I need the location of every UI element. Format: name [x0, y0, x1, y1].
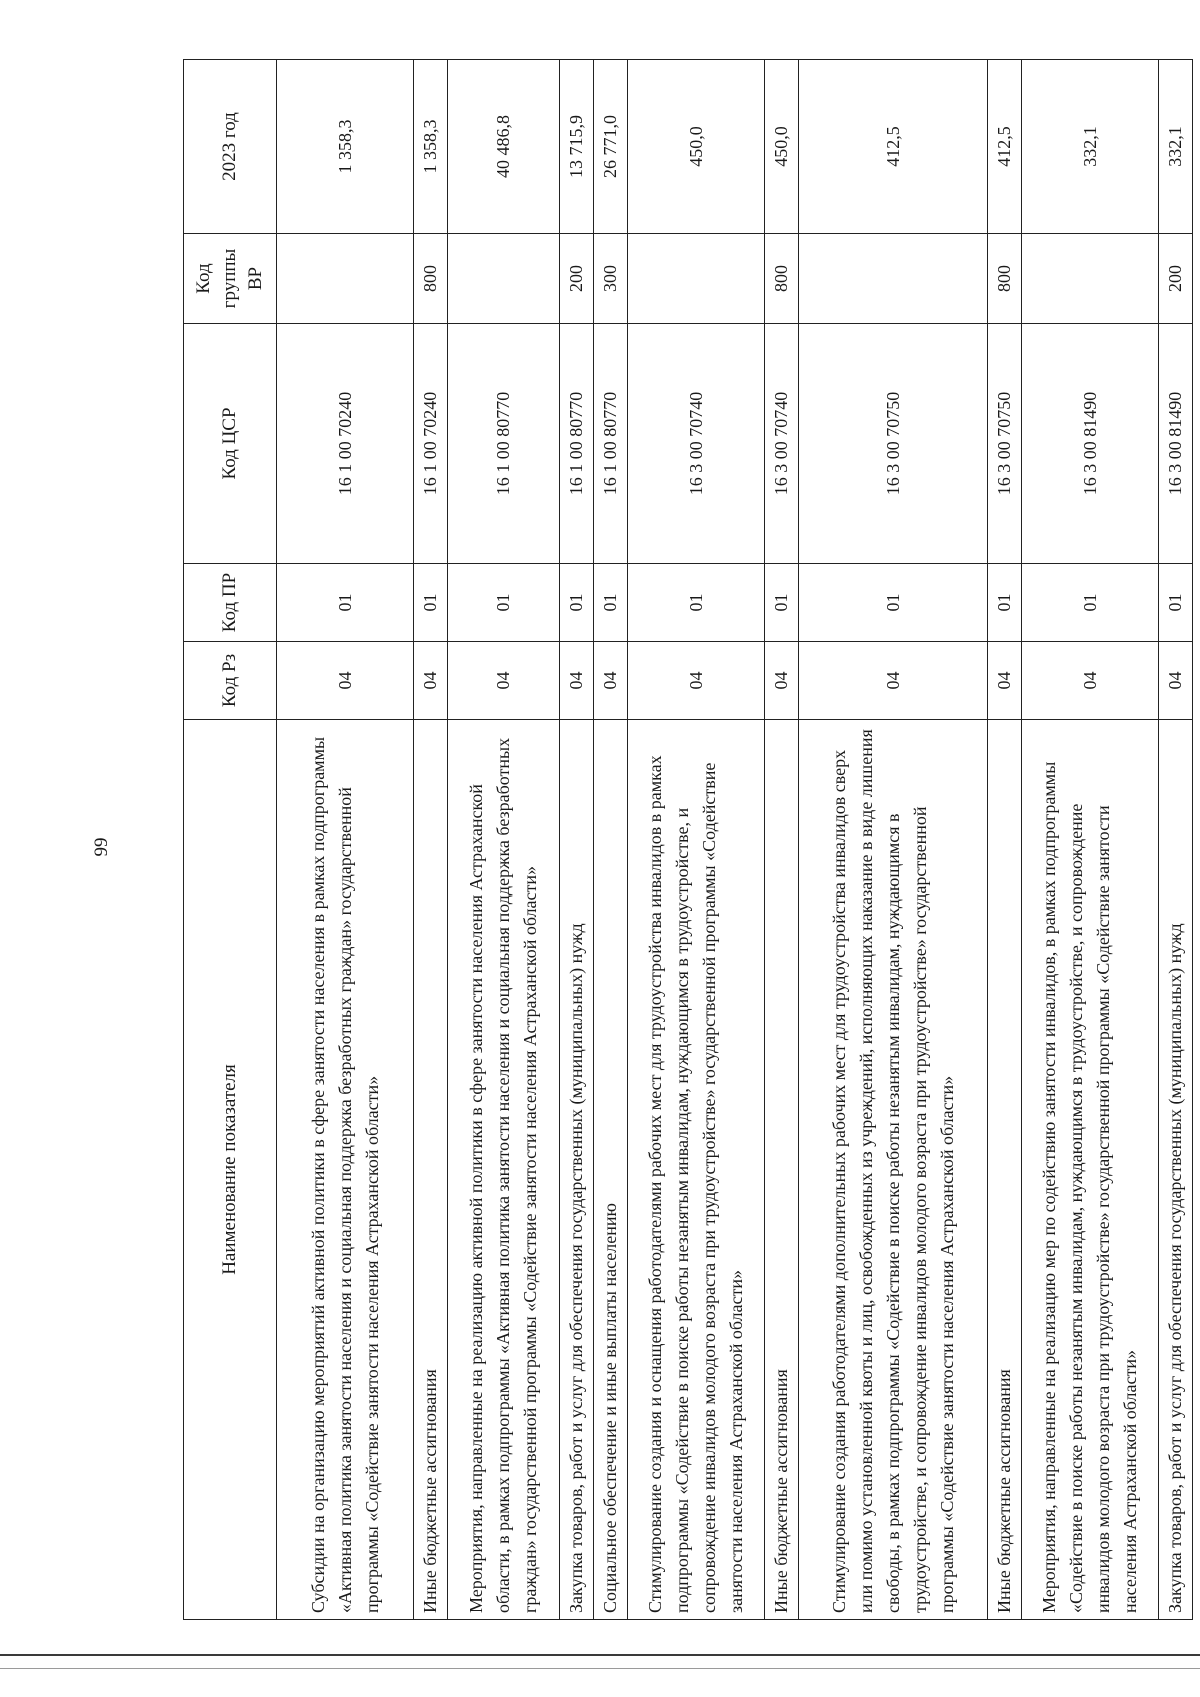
row-amount: 450,0: [765, 60, 799, 234]
row-pr: 01: [628, 564, 765, 642]
table-row: [1159, 60, 1193, 1620]
row-rz: 04: [414, 642, 448, 720]
table-row: [1022, 60, 1159, 1620]
row-name: Иные бюджетные ассигнования: [414, 720, 448, 1620]
row-csr: 16 1 00 80770: [448, 324, 560, 564]
row-csr: 16 3 00 70740: [765, 324, 799, 564]
row-pr: 01: [560, 564, 594, 642]
row-pr: 01: [799, 564, 988, 642]
row-pr: 01: [414, 564, 448, 642]
row-vr: 800: [414, 234, 448, 324]
row-rz: 04: [765, 642, 799, 720]
row-pr: 01: [594, 564, 628, 642]
row-amount: 1 358,3: [277, 60, 414, 234]
row-vr: 200: [560, 234, 594, 324]
header-pr: Код ПР: [184, 564, 277, 642]
row-amount: 412,5: [799, 60, 988, 234]
row-pr: 01: [1022, 564, 1159, 642]
header-row: [184, 60, 277, 1620]
scan-edge-shadow: [0, 1668, 1200, 1669]
row-vr: [799, 234, 988, 324]
budget-table: [183, 59, 1193, 1620]
row-vr: 300: [594, 234, 628, 324]
row-csr: 16 3 00 70740: [628, 324, 765, 564]
row-csr: 16 1 00 80770: [560, 324, 594, 564]
row-csr: 16 3 00 70750: [799, 324, 988, 564]
row-name: Закупка товаров, работ и услуг для обеспечения государственных (муниципальных) нужд: [560, 720, 594, 1620]
scan-edge-line: [0, 1654, 1200, 1656]
row-name: Иные бюджетные ассигнования: [988, 720, 1022, 1620]
row-vr: 200: [1159, 234, 1193, 324]
row-csr: 16 3 00 70750: [988, 324, 1022, 564]
row-rz: 04: [628, 642, 765, 720]
header-vr: Код группы ВР: [184, 234, 277, 324]
row-rz: 04: [1159, 642, 1193, 720]
row-csr: 16 1 00 70240: [277, 324, 414, 564]
row-vr: [628, 234, 765, 324]
page-number: 99: [91, 837, 112, 857]
table-row: [765, 60, 799, 1620]
row-csr: 16 1 00 70240: [414, 324, 448, 564]
row-pr: 01: [277, 564, 414, 642]
row-name: Закупка товаров, работ и услуг для обеспечения государственных (муниципальных) нужд: [1159, 720, 1193, 1620]
row-amount: 13 715,9: [560, 60, 594, 234]
row-name: Субсидии на организацию мероприятий активной политики в сфере занятости населения в рамках подпрограммы «Активная политика занятости населения и социальная поддержка безработных граждан» государственной программы «Содействие занятости населения Астраханской области»: [277, 720, 414, 1620]
row-name: Стимулирование создания и оснащения работодателями рабочих мест для трудоустройства инвалидов в рамках подпрограммы «Содействие в поиске работы незанятым инвалидам, нуждающимся в трудоустройстве, и сопровождение инвалидов молодого возраста при трудоустройстве» государственной программы «Содействие занятости населения Астраханской области»: [628, 720, 765, 1620]
row-pr: 01: [988, 564, 1022, 642]
table-row: [560, 60, 594, 1620]
row-amount: 450,0: [628, 60, 765, 234]
row-rz: 04: [594, 642, 628, 720]
row-rz: 04: [448, 642, 560, 720]
row-pr: 01: [765, 564, 799, 642]
table-row: [448, 60, 560, 1620]
row-vr: [277, 234, 414, 324]
table-row: [414, 60, 448, 1620]
row-amount: 1 358,3: [414, 60, 448, 234]
row-vr: 800: [988, 234, 1022, 324]
row-amount: 332,1: [1159, 60, 1193, 234]
row-name: Социальное обеспечение и иные выплаты населению: [594, 720, 628, 1620]
row-name: Мероприятия, направленные на реализацию активной политики в сфере занятости населения Астраханской области, в рамках подпрограммы «Активная политика занятости населения и социальная поддержка безработных граждан» государственной программы «Содействие занятости населения Астраханской области»: [448, 720, 560, 1620]
table-row: [628, 60, 765, 1620]
table-row: [594, 60, 628, 1620]
row-amount: 40 486,8: [448, 60, 560, 234]
table-row: [988, 60, 1022, 1620]
row-pr: 01: [1159, 564, 1193, 642]
table-body: [277, 60, 1193, 1620]
row-pr: 01: [448, 564, 560, 642]
table-row: [799, 60, 988, 1620]
table-header: [184, 60, 277, 1620]
row-rz: 04: [799, 642, 988, 720]
row-amount: 26 771,0: [594, 60, 628, 234]
row-rz: 04: [988, 642, 1022, 720]
row-rz: 04: [1022, 642, 1159, 720]
header-amount: 2023 год: [184, 60, 277, 234]
header-rz: Код Рз: [184, 642, 277, 720]
row-name: Иные бюджетные ассигнования: [765, 720, 799, 1620]
row-vr: [448, 234, 560, 324]
row-vr: 800: [765, 234, 799, 324]
row-name: Стимулирование создания работодателями дополнительных рабочих мест для трудоустройства инвалидов сверх или помимо установленной квоты и лиц, освобожденных из учреждений, исполняющих наказание в виде лишения свободы, в рамках подпрограммы «Содействие в поиске работы незанятым инвалидам, нуждающимся в трудоустройстве, и сопровождение инвалидов молодого возраста при трудоустройстве» государственной программы «Содействие занятости населения Астраханской области»: [799, 720, 988, 1620]
row-amount: 412,5: [988, 60, 1022, 234]
header-name: Наименование показателя: [184, 720, 277, 1620]
row-csr: 16 1 00 80770: [594, 324, 628, 564]
row-amount: 332,1: [1022, 60, 1159, 234]
table-row: [277, 60, 414, 1620]
rotated-page-content: [183, 60, 1185, 1620]
row-rz: 04: [560, 642, 594, 720]
row-csr: 16 3 00 81490: [1159, 324, 1193, 564]
row-csr: 16 3 00 81490: [1022, 324, 1159, 564]
row-name: Мероприятия, направленные на реализацию мер по содействию занятости инвалидов, в рамках подпрограммы «Содействие в поиске работы незанятым инвалидам, нуждающимся в трудоустройстве, и сопровождение инвалидов молодого возраста при трудоустройстве» государственной программы «Содействие занятости населения Астраханской области»: [1022, 720, 1159, 1620]
row-vr: [1022, 234, 1159, 324]
header-csr: Код ЦСР: [184, 324, 277, 564]
row-rz: 04: [277, 642, 414, 720]
